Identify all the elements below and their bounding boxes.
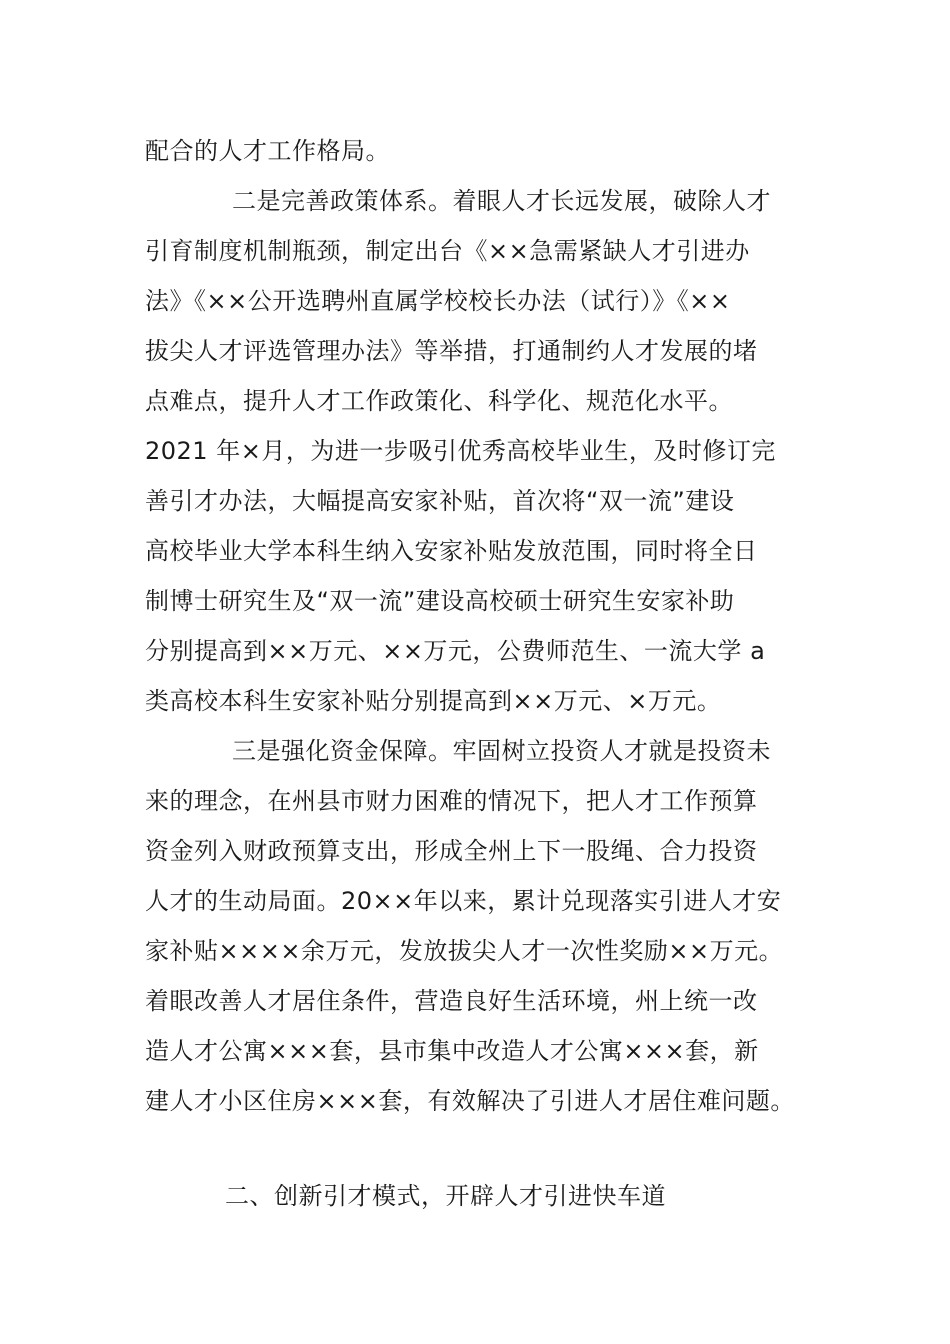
section-heading: 二、创新引才模式，开辟人才引进快车道 [225,1182,666,1210]
text-line: 来的理念，在州县市财力困难的情况下，把人才工作预算 [145,787,758,815]
text-line: 点难点，提升人才工作政策化、科学化、规范化水平。 [145,387,733,415]
text-line: 善引才办法，大幅提高安家补贴，首次将“双一流”建设 [145,487,735,515]
text-line: 类高校本科生安家补贴分别提高到××万元、×万元。 [145,687,722,715]
text-line: 引育制度机制瓶颈，制定出台《××急需紧缺人才引进办 [145,237,750,265]
text-line: 高校毕业大学本科生纳入安家补贴发放范围，同时将全日 [145,537,758,565]
paragraph-start-line: 二是完善政策体系。着眼人才长远发展，破除人才 [232,187,771,215]
text-line: 着眼改善人才居住条件，营造良好生活环境，州上统一改 [145,987,758,1015]
text-line: 建人才小区住房×××套，有效解决了引进人才居住难问题。 [145,1087,795,1115]
text-line: 制博士研究生及“双一流”建设高校硕士研究生安家补助 [145,587,735,615]
text-line: 造人才公寓×××套，县市集中改造人才公寓×××套，新 [145,1037,759,1065]
text-line: 资金列入财政预算支出，形成全州上下一股绳、合力投资 [145,837,758,865]
text-line: 法》《××公开选聘州直属学校校长办法（试行）》《×× [145,287,731,315]
text-line: 家补贴××××余万元，发放拔尖人才一次性奖励××万元。 [145,937,784,965]
text-line: 分别提高到××万元、××万元，公费师范生、一流大学 a [145,637,766,665]
text-line: 配合的人才工作格局。 [145,137,390,165]
text-line: 拔尖人才评选管理办法》等举措，打通制约人才发展的堵 [145,337,758,365]
paragraph-start-line: 三是强化资金保障。牢固树立投资人才就是投资未 [232,737,771,765]
text-line: 2021 年×月，为进一步吸引优秀高校毕业生，及时修订完 [145,437,776,465]
text-line: 人才的生动局面。20××年以来，累计兑现落实引进人才安 [145,887,782,915]
